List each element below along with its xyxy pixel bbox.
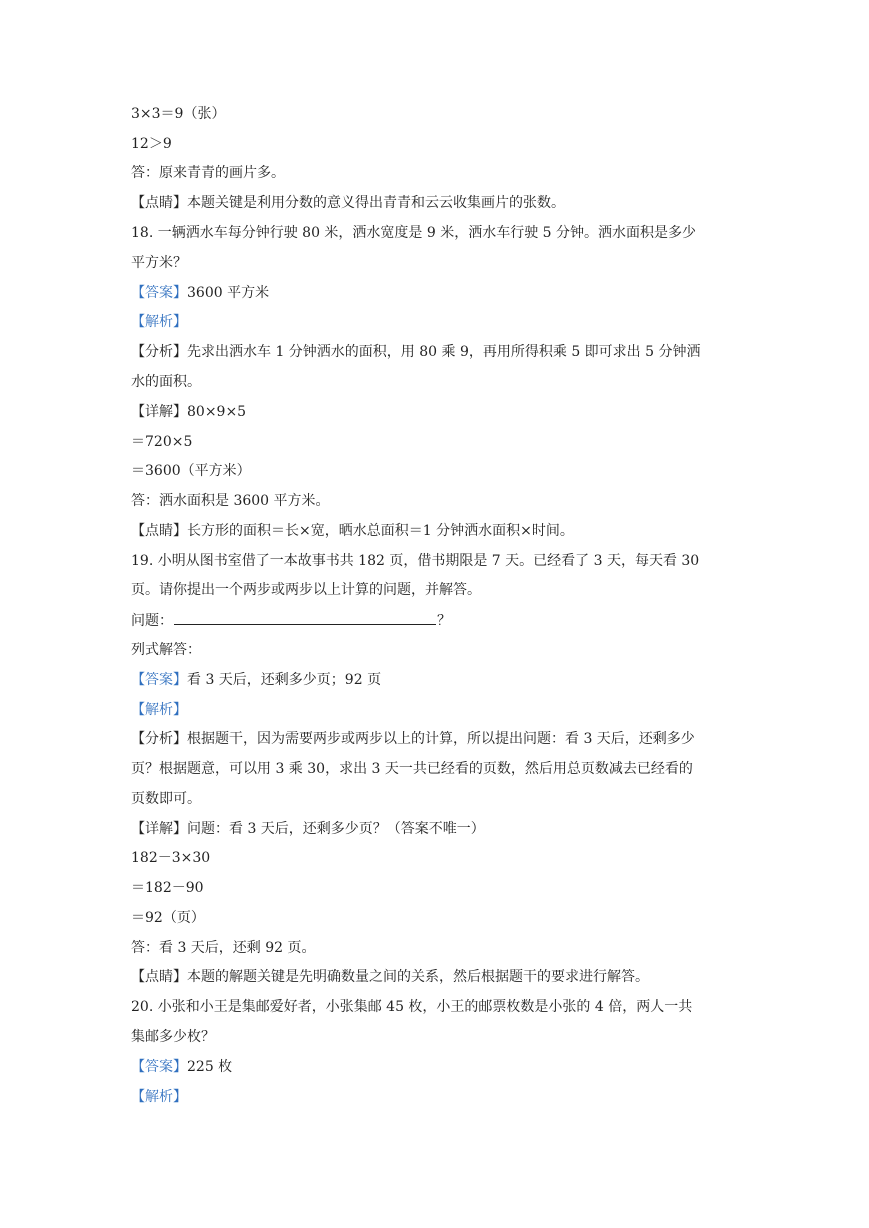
text: ＝92（页） — [131, 910, 205, 926]
q18-analysis-heading — [131, 312, 187, 332]
q19-answer-line — [131, 670, 381, 690]
text: 页。请你提出一个两步或两步以上计算的问题，并解答。 — [131, 582, 481, 598]
q19-solve-label — [131, 640, 201, 660]
q18-step2 — [131, 461, 251, 481]
text: 问题： — [131, 613, 173, 629]
answer-tag: 【答案】 — [131, 1059, 187, 1075]
q19-step2 — [131, 908, 205, 928]
q19-analysis-heading — [131, 700, 187, 720]
text: 列式解答： — [131, 642, 201, 658]
key-point-line — [131, 193, 565, 213]
text: 本题的解题关键是先明确数量之间的关系，然后根据题干的要求进行解答。 — [187, 969, 649, 985]
text: 先求出洒水车 1 分钟洒水的面积，用 80 乘 9，再用所得积乘 5 即可求出 5 分钟洒 — [187, 344, 701, 360]
text: 页数即可。 — [131, 791, 201, 807]
q19-question-blank-line — [131, 610, 451, 631]
text: 答：看 3 天后，还剩 92 页。 — [131, 940, 316, 956]
question-18-line1 — [131, 223, 696, 243]
text: ＝182－90 — [131, 880, 204, 896]
q19-step0 — [131, 848, 210, 868]
text: 20. 小张和小王是集邮爱好者，小张集邮 45 枚，小王的邮票枚数是小张的 4 倍，两人一共 — [131, 999, 693, 1015]
text: 集邮多少枚？ — [131, 1029, 215, 1045]
q18-fenxi-line2 — [131, 372, 201, 392]
q19-fenxi-line2 — [131, 759, 693, 779]
text: 平方米？ — [131, 255, 187, 271]
text: 水的面积。 — [131, 374, 201, 390]
fenxi-tag: 【分析】 — [131, 344, 187, 360]
xiangjie-tag: 【详解】 — [131, 821, 187, 837]
answer-tag: 【答案】 — [131, 672, 187, 688]
answer-blank — [174, 610, 436, 625]
text: 3600 平方米 — [187, 285, 270, 301]
key-point-tag: 【点睛】 — [131, 195, 187, 211]
key-point-tag: 【点睛】 — [131, 969, 187, 985]
q19-step1 — [131, 878, 204, 898]
text: 18. 一辆洒水车每分钟行驶 80 米，洒水宽度是 9 米，洒水车行驶 5 分钟。洒水面积是多少 — [131, 225, 697, 241]
xiangjie-tag: 【详解】 — [131, 404, 187, 420]
q18-fenxi-line1 — [131, 342, 701, 362]
q18-xiangjie-line — [131, 402, 246, 422]
question-20-line2 — [131, 1027, 215, 1047]
question-20-line1 — [131, 997, 692, 1017]
text: 12＞9 — [131, 136, 172, 152]
text: 19. 小明从图书室借了一本故事书共 182 页，借书期限是 7 天。已经看了 3 天，每天看 30 — [131, 553, 700, 569]
analysis-tag: 【解析】 — [131, 314, 187, 330]
q20-analysis-heading — [131, 1087, 187, 1107]
answer-line — [131, 163, 285, 183]
text: ＝3600（平方米） — [131, 463, 251, 479]
question-19-line1 — [131, 551, 699, 571]
text: 根据题干，因为需要两步或两步以上的计算，所以提出问题：看 3 天后，还剩多少 — [187, 731, 695, 747]
question-19-line2 — [131, 580, 481, 600]
question-18-line2 — [131, 253, 187, 273]
q18-answer-statement — [131, 491, 330, 511]
fenxi-tag: 【分析】 — [131, 731, 187, 747]
text: 问题：看 3 天后，还剩多少页？（答案不唯一） — [187, 821, 485, 837]
q20-answer-line — [131, 1057, 232, 1077]
text: 182－3×30 — [131, 850, 211, 866]
text: 3×3＝9（张） — [131, 106, 226, 122]
key-point-tag: 【点睛】 — [131, 523, 187, 539]
text: ？ — [437, 613, 451, 629]
text: 长方形的面积＝长×宽，晒水总面积＝1 分钟洒水面积×时间。 — [187, 523, 574, 539]
text: 答：原来青青的画片多。 — [131, 165, 285, 181]
q19-key-point-line — [131, 967, 649, 987]
q19-fenxi-line3 — [131, 789, 201, 809]
text: 80×9×5 — [187, 404, 247, 420]
text: 答：洒水面积是 3600 平方米。 — [131, 493, 330, 509]
text: 本题关键是利用分数的意义得出青青和云云收集画片的张数。 — [187, 195, 565, 211]
q19-fenxi-line1 — [131, 729, 695, 749]
q18-key-point-line — [131, 521, 574, 541]
q19-xiangjie-line — [131, 819, 485, 839]
text: 页？根据题意，可以用 3 乘 30，求出 3 天一共已经看的页数，然后用总页数减去已经看的 — [131, 761, 693, 777]
analysis-tag: 【解析】 — [131, 1089, 187, 1105]
text: ＝720×5 — [131, 434, 193, 450]
q19-answer-statement — [131, 938, 316, 958]
answer-tag: 【答案】 — [131, 285, 187, 301]
q18-step1 — [131, 432, 192, 452]
q18-answer-line — [131, 283, 269, 303]
text: 看 3 天后，还剩多少页；92 页 — [187, 672, 382, 688]
text: 225 枚 — [187, 1059, 233, 1075]
analysis-tag: 【解析】 — [131, 702, 187, 718]
compare-line — [131, 134, 172, 154]
calc-line — [131, 104, 225, 124]
